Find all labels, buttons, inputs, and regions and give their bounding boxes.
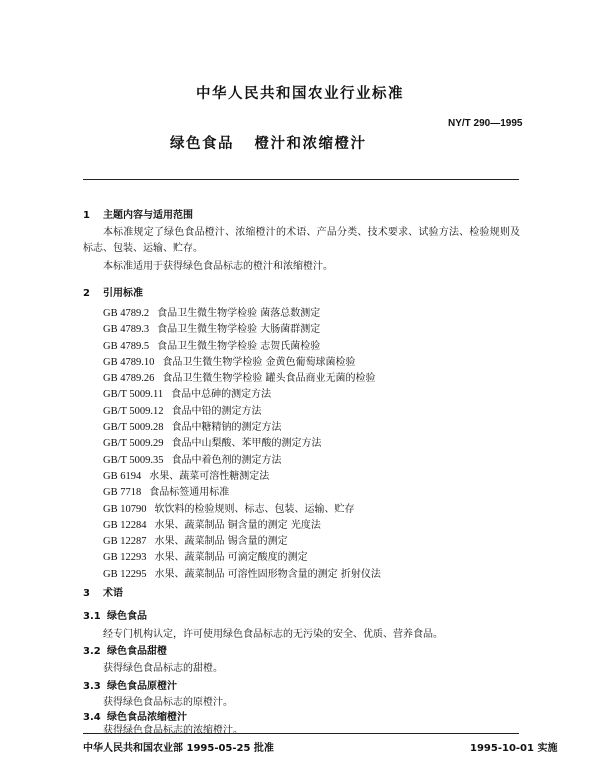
reference-title: 水果、蔬菜制品 可溶性固形物含量的测定 折射仪法 (154, 568, 381, 580)
reference-code: GB 10790 (103, 503, 147, 515)
reference-list (103, 306, 381, 583)
reference-title: 食品中着色剂的测定方法 (171, 454, 282, 466)
section-2-heading (83, 284, 143, 299)
reference-code: GB 12284 (103, 519, 147, 531)
footer-issuer: 中华人民共和国农业部 1995-05-25 批准 (83, 743, 274, 754)
standard-title: 中华人民共和国农业行业标准 (196, 86, 404, 102)
term-3-4-definition: 获得绿色食品标志的浓缩橙汁。 (103, 725, 243, 736)
reference-title: 水果、蔬菜可溶性糖测定法 (149, 470, 270, 482)
standard-code: NY/T 290—1995 (448, 118, 523, 129)
reference-item (103, 420, 381, 436)
reference-title: 食品中总砷的测定方法 (171, 389, 272, 401)
term-3-3-heading (83, 677, 177, 692)
reference-title: 食品卫生微生物学检验 金黄色葡萄球菌检验 (162, 356, 356, 368)
section-3-heading (83, 584, 123, 599)
reference-item (103, 339, 381, 355)
section-3-title: 术语 (103, 588, 123, 599)
reference-code: GB 12295 (103, 568, 147, 580)
section-1-paragraph-2: 本标准适用于获得绿色食品标志的橙汁和浓缩橙汁。 (103, 261, 333, 272)
reference-title: 水果、蔬菜制品 可滴定酸度的测定 (154, 552, 308, 564)
reference-code: GB 4789.2 (103, 308, 150, 319)
reference-title: 食品中山梨酸、苯甲酸的测定方法 (171, 438, 322, 450)
reference-item (103, 306, 381, 322)
reference-title: 软饮料的检验规则、标志、包装、运输、贮存 (154, 503, 355, 515)
reference-code: GB 4789.3 (103, 324, 150, 336)
term-3-1-definition: 经专门机构认定，许可使用绿色食品标志的无污染的安全、优质、营养食品。 (103, 629, 443, 640)
reference-code: GB/T 5009.12 (103, 405, 164, 417)
reference-code: GB 12293 (103, 552, 147, 564)
term-number: 3.1 (83, 611, 101, 622)
section-1-paragraph-1: 本标准规定了绿色食品橙汁、浓缩橙汁的术语、产品分类、技术要求、试验方法、检验规则及标志、包装、运输、贮存。 (83, 227, 520, 254)
reference-title: 食品中铅的测定方法 (171, 405, 262, 417)
reference-item (103, 404, 381, 420)
reference-code: GB/T 5009.11 (103, 389, 164, 401)
reference-code: GB/T 5009.35 (103, 454, 164, 466)
reference-item (103, 387, 381, 403)
reference-item (103, 485, 381, 501)
term-3-3-definition: 获得绿色食品标志的原橙汁。 (103, 697, 233, 708)
section-2-number: 2 (83, 288, 90, 299)
footer-divider (83, 733, 519, 734)
reference-item (103, 371, 381, 387)
reference-title: 水果、蔬菜制品 铜含量的测定 光度法 (154, 519, 321, 531)
section-2-title: 引用标准 (103, 288, 143, 299)
section-1-number: 1 (83, 210, 90, 221)
term-3-1-heading (83, 607, 147, 622)
reference-item (103, 567, 381, 583)
reference-item (103, 355, 381, 371)
term-title: 绿色食品浓缩橙汁 (107, 712, 187, 723)
reference-item (103, 469, 381, 485)
reference-code: GB/T 5009.29 (103, 438, 164, 450)
term-3-2-definition: 获得绿色食品标志的甜橙。 (103, 663, 223, 674)
reference-code: GB 4789.5 (103, 340, 150, 352)
reference-title: 水果、蔬菜制品 锡含量的测定 (154, 536, 288, 548)
document-title: 绿色食品 橙汁和浓缩橙汁 (170, 136, 367, 152)
reference-title: 食品卫生微生物学检验 罐头食品商业无菌的检验 (162, 373, 376, 385)
term-number: 3.3 (83, 681, 101, 692)
reference-title: 食品标签通用标准 (149, 487, 230, 499)
reference-title: 食品卫生微生物学检验 志贺氏菌检验 (157, 340, 321, 352)
term-number: 3.2 (83, 646, 101, 657)
reference-item (103, 550, 381, 566)
section-3-number: 3 (83, 588, 90, 599)
reference-item (103, 502, 381, 518)
reference-code: GB 7718 (103, 487, 142, 499)
term-number: 3.4 (83, 712, 101, 723)
reference-code: GB/T 5009.28 (103, 422, 164, 434)
reference-code: GB 6194 (103, 470, 142, 482)
term-3-2-heading (83, 642, 167, 657)
reference-title: 食品卫生微生物学检验 菌落总数测定 (157, 308, 321, 319)
term-title: 绿色食品 (107, 611, 147, 622)
footer-implement-date: 1995-10-01 实施 (470, 743, 558, 754)
reference-item (103, 518, 381, 534)
term-title: 绿色食品原橙汁 (107, 681, 177, 692)
reference-title: 食品卫生微生物学检验 大肠菌群测定 (157, 324, 321, 336)
header-divider (83, 179, 519, 180)
term-title: 绿色食品甜橙 (107, 646, 167, 657)
reference-title: 食品中糖精钠的测定方法 (171, 422, 282, 434)
reference-item (103, 322, 381, 338)
section-1-heading (83, 206, 193, 221)
reference-item (103, 436, 381, 452)
reference-code: GB 4789.26 (103, 373, 155, 385)
reference-code: GB 4789.10 (103, 356, 155, 368)
reference-item (103, 534, 381, 550)
reference-item (103, 453, 381, 469)
reference-code: GB 12287 (103, 536, 147, 548)
section-1-title: 主题内容与适用范围 (103, 210, 193, 221)
